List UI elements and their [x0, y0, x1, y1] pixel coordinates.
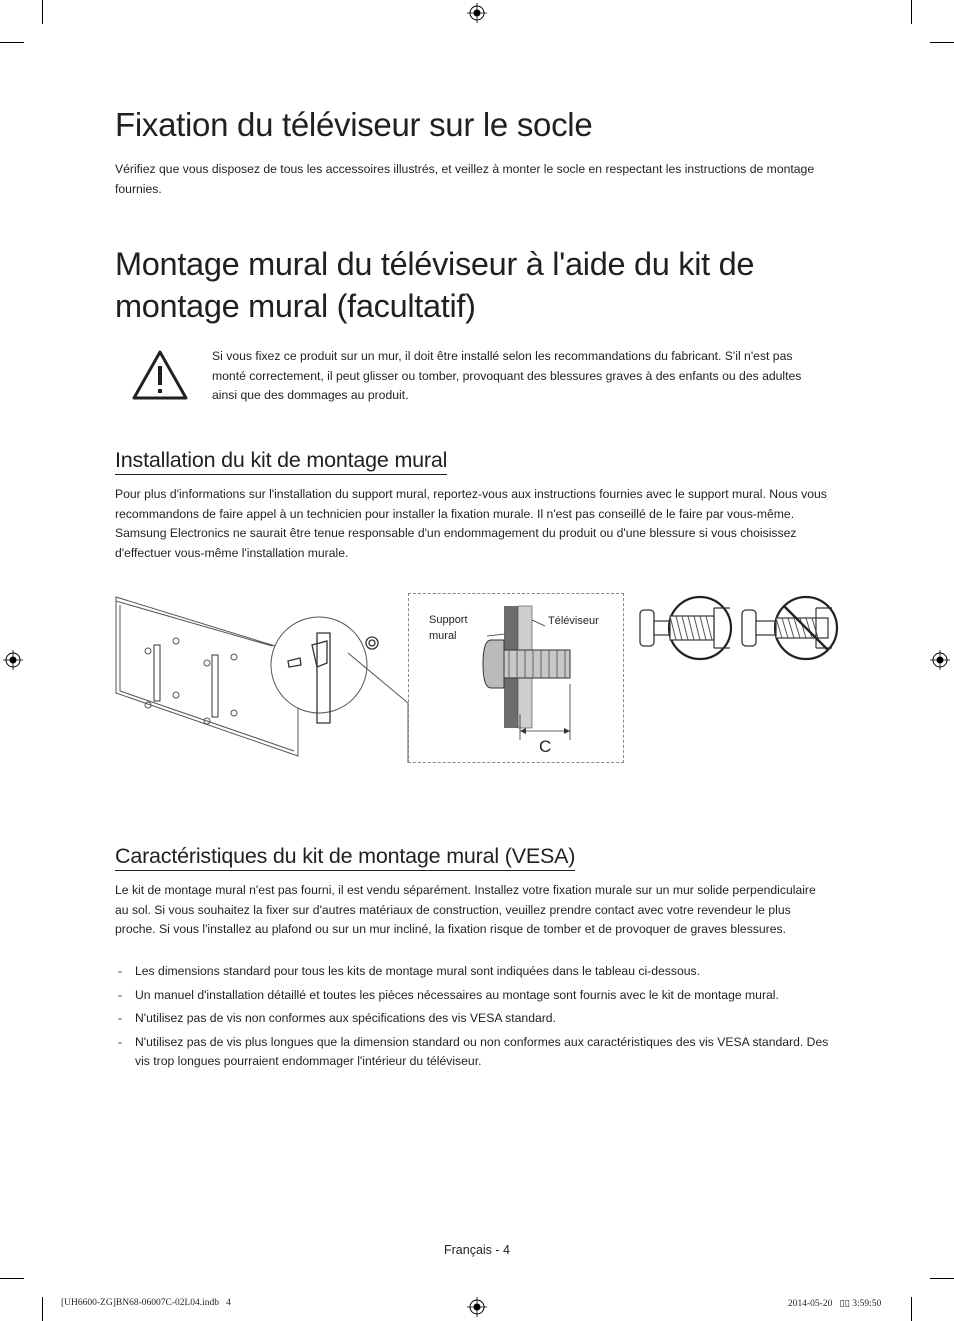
section-title-installation: Installation du kit de montage mural	[115, 448, 447, 475]
warning-icon	[131, 349, 189, 401]
vesa-bullet-list	[115, 962, 835, 1076]
list-item: - N'utilisez pas de vis plus longues que la dimension standard ou non conformes aux caractéristiques des vis VESA standard. Des vis trop longues pourraient endommager l'intérieur du téléviseur.	[118, 1034, 829, 1069]
crop-mark	[0, 1278, 24, 1279]
section-title-wall-mount: Montage mural du téléviseur à l'aide du kit de montage mural (facultatif)	[115, 246, 755, 324]
registration-mark-icon	[930, 650, 950, 670]
label-c: C	[539, 737, 552, 756]
page-number: Français - 4	[444, 1243, 510, 1257]
registration-mark-icon	[467, 3, 487, 23]
crop-mark	[0, 42, 24, 43]
installation-paragraph: Pour plus d'informations sur l'installation du support mural, reportez-vous aux instructions fournies avec le support mural. Nous vous recommandons de faire appel à un technicien pour installer la fixation murale. Il n'est pas conseillé de le faire par vous-même. Samsung Electronics ne saurait être tenue responsable d'un endommagement du produit ou d'une blessure si vous choisissez d'effectuer vous-même l'installation murale.	[115, 487, 827, 560]
crop-mark	[911, 0, 912, 24]
list-item: - Un manuel d'installation détaillé et toutes les pièces nécessaires au montage sont fournis avec le kit de montage mural.	[118, 987, 779, 1002]
print-slug-datetime: 2014-05-20 ▯▯ 3:59:50	[788, 1299, 882, 1309]
label-televiseur: Téléviseur	[548, 615, 599, 627]
correct-screw-illustration	[636, 594, 736, 662]
warning-text: Si vous fixez ce produit sur un mur, il doit être installé selon les recommandations du fabricant. S'il n'est pas monté correctement, il peut glisser ou tomber, provoquant des blessures graves à des enfants ou des adultes ainsi que des dommages au produit.	[212, 349, 802, 403]
print-slug-file: [UH6600-ZG]BN68-06007C-02L04.indb 4	[61, 1298, 231, 1308]
crop-mark	[930, 42, 954, 43]
registration-mark-icon	[467, 1297, 487, 1317]
crop-mark	[42, 0, 43, 24]
cross-section-diagram	[408, 593, 624, 763]
list-item: - Les dimensions standard pour tous les kits de montage mural sont indiquées dans le tableau ci-dessous.	[118, 964, 701, 978]
label-support-mural: Support mural	[429, 614, 468, 642]
page-title: Fixation du téléviseur sur le socle	[115, 106, 593, 143]
tv-back-illustration	[112, 593, 412, 763]
section-title-vesa: Caractéristiques du kit de montage mural (VESA)	[115, 844, 575, 871]
registration-mark-icon	[3, 650, 23, 670]
crop-mark	[911, 1297, 912, 1321]
crop-mark	[930, 1278, 954, 1279]
vesa-paragraph: Le kit de montage mural n'est pas fourni, il est vendu séparément. Installez votre fixation murale sur un mur solide perpendiculaire au sol. Si vous souhaitez la fixer sur d'autres matériaux de construction, veuillez prendre contact avec votre revendeur le plus proche. Si vous l'installez au plafond ou sur un mur incliné, la fixation risque de tomber et de provoquer de graves blessures.	[115, 883, 816, 937]
incorrect-screw-illustration	[738, 594, 842, 662]
crop-mark	[42, 1297, 43, 1321]
list-item: - N'utilisez pas de vis non conformes aux spécifications des vis VESA standard.	[118, 1011, 556, 1026]
intro-paragraph: Vérifiez que vous disposez de tous les accessoires illustrés, et veillez à monter le socle en respectant les instructions de montage fournies.	[115, 162, 815, 196]
